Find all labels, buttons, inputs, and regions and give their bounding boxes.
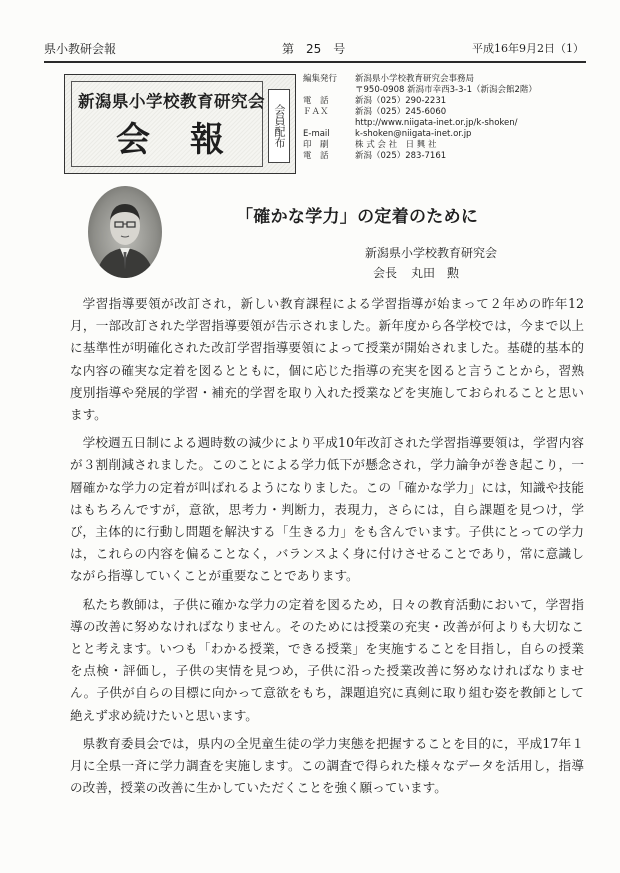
author-portrait xyxy=(88,186,162,278)
masthead-title: 会報 xyxy=(116,120,264,160)
masthead-inner xyxy=(71,81,263,167)
running-header xyxy=(44,40,584,58)
distribution-badge: 会員配布 xyxy=(268,89,290,163)
publisher-row: 編集発行 新潟県小学校教育研究会事務局 xyxy=(303,74,475,84)
masthead-org: 新潟県小学校教育研究会 xyxy=(78,92,265,111)
publisher-row: E-mail k-shoken@niigata-inet.or.jp xyxy=(303,129,472,139)
publisher-row: 電 話 新潟（025）283-7161 xyxy=(303,151,447,161)
newsletter-name: 県小教研会報 xyxy=(44,42,117,56)
portrait-illustration xyxy=(88,186,162,278)
issue-date: 平成16年9月2日（1） xyxy=(472,42,584,55)
publisher-row: 電 話 新潟（025）290-2231 xyxy=(303,96,447,106)
article-paragraph: 県教育委員会では，県内の全児童生徒の学力実態を把握することを目的に，平成17年１月に全県一斉に学力調査を実施します。この調査で得られた様々なデータを活用し，指導の改善，授業の改善に生かしていただくことを強く願っています。 xyxy=(70,735,584,796)
author-line xyxy=(373,264,459,281)
author-name: 丸田 勲 xyxy=(411,266,460,280)
publisher-row: 〒950-0908 新潟市幸西3-3-1（新潟会館2階） xyxy=(355,85,537,95)
author-role: 会長 xyxy=(373,266,398,280)
article-paragraph: 学習指導要領が改訂され，新しい教育課程による学習指導が始まって２年めの昨年12月，一部改訂された学習指導要領が告示されました。新年度から各学校では，今まで以上に基準性が明確化された改訂学習指導要領によって授業が開始されました。基礎的基本的な内容の確実な定着を図るとともに，個に応じた指導の充実を図ると言うことから，習熟度別指導や発展的学習・補充的学習を取り入れた授業などを実施しておられることと思います。 xyxy=(70,296,584,423)
article-headline: 「確かな学力」の定着のために xyxy=(232,202,482,227)
publisher-row: http://www.niigata-inet.or.jp/k-shoken/ xyxy=(355,118,518,128)
masthead xyxy=(64,74,296,174)
issue-number: 第 25 号 xyxy=(282,42,346,56)
article-paragraph: 学校週五日制による週時数の減少により平成10年改訂された学習指導要領は，学習内容が３割削減されました。このことによる学力低下が懸念され，学力論争が巻き起こり，一層確かな学力の定着が叫ばれるようになりました。この「確かな学力」には，知識や技能はもちろんですが，意欲，思考力・判断力，表現力，さらには，自ら課題を見つけ，学び，主体的に行動し問題を解決する「生きる力」をも含んでいます。子供にとっての学力は，これらの内容を偏ることなく，バランスよく身に付けさせることであり，常に意識しながら指導していくことが重要なことであります。 xyxy=(70,435,584,584)
article-paragraph: 私たち教師は，子供に確かな学力の定着を図るため，日々の教育活動において，学習指導の改善に努めなければなりません。そのためには授業の充実・改善が何よりも大切なことと考えます。いつも「わかる授業，できる授業」を実施することを目指し，自らの授業を点検・評価し，子供の実情を見つめ，子供に沿った授業改善に努めなければなりません。子供が自らの目標に向かって意欲をもち，課題追究に真剣に取り組む姿を教師として絶えず求め続けたいと思います。 xyxy=(70,596,584,723)
article-body xyxy=(70,293,584,805)
publisher-row: ＦＡＸ 新潟（025）245-6060 xyxy=(303,107,447,117)
publisher-info xyxy=(303,74,583,162)
author-affiliation: 新潟県小学校教育研究会 xyxy=(365,246,498,260)
header-rule xyxy=(44,61,586,63)
publisher-row: 印 刷 株 式 会 社 日 興 社 xyxy=(303,140,437,150)
